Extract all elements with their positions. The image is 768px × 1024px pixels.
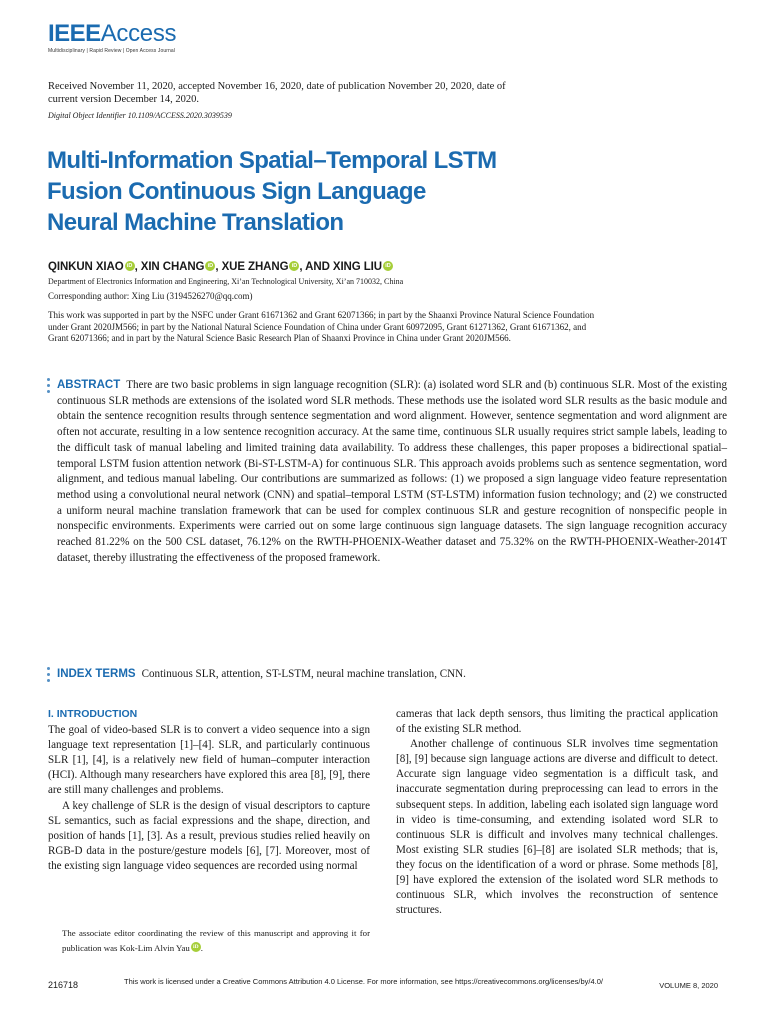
orcid-icon[interactable]: iD xyxy=(289,261,299,271)
intro-paragraph-2: A key challenge of SLR is the design of visual descriptors to capture SL semantics, such as facial expressions and the shape, direction, and position of hands [1], [3]. As a result, previous studies relied heavily on RGB-D data in the posture/gesture models [6], [7]. Moreover, most of the existing sign language video sequences are recorded using normal xyxy=(48,799,370,872)
logo-ieee: IEEE xyxy=(48,20,101,47)
footnote-text: The associate editor coordinating the review of this manuscript and approving it for publication was Kok-Lim Alvin Yau xyxy=(62,928,370,953)
orcid-icon[interactable]: iD xyxy=(205,261,215,271)
logo-access: Access xyxy=(100,20,177,47)
intro-paragraph-1: The goal of video-based SLR is to convert a video sequence into a sign language text representation [1]–[4]. SLR, and particularly continuous SLR [1], [4], is a relatively new field of human–computer interaction (HCI). Although many researchers have explored this area [8], [9], there are still many challenges and problems. xyxy=(48,724,370,797)
author-4: , AND XING LIU xyxy=(299,261,382,273)
license-notice[interactable]: This work is licensed under a Creative Commons Attribution 4.0 License. For more information, see https://creativecommons.org/licenses/by/4.0/ xyxy=(124,977,603,986)
author-1: QINKUN XIAO xyxy=(48,261,124,273)
paper-title xyxy=(47,145,647,238)
volume-label: VOLUME 8, 2020 xyxy=(659,981,718,990)
orcid-icon[interactable]: iD xyxy=(191,942,201,952)
abstract-heading: ABSTRACT xyxy=(57,379,121,391)
editor-footnote: The associate editor coordinating the review of this manuscript and approving it for publication was Kok-Lim Alvin Yau iD . xyxy=(62,928,370,953)
title-line-2: Fusion Continuous Sign Language xyxy=(47,178,426,205)
abstract xyxy=(57,378,727,566)
orcid-icon[interactable]: iD xyxy=(383,261,393,271)
doi: Digital Object Identifier 10.1109/ACCESS.2020.3039539 xyxy=(48,111,232,120)
affiliation: Department of Electronics Information and Engineering, Xi’an Technological University, Xi’an 710032, China xyxy=(48,277,404,286)
section-heading-introduction: I. INTRODUCTION xyxy=(48,708,138,720)
page-number: 216718 xyxy=(48,980,79,990)
title-line-1: Multi-Information Spatial–Temporal LSTM xyxy=(47,147,497,174)
orcid-icon[interactable]: iD xyxy=(125,261,135,271)
index-terms xyxy=(57,667,727,682)
publication-dates: Received November 11, 2020, accepted November 16, 2020, date of publication November 20, 2020, date of current version December 14, 2020. xyxy=(48,81,506,105)
index-terms-marker-icon xyxy=(47,667,51,685)
funding-statement: This work was supported in part by the NSFC under Grant 61671362 and Grant 62071366; in part by the Shaanxi Province Natural Science Foundation under Grant 2020JM566; in part by the National Natural Science Foundation of China under Grant 60972095, Grant 61271362, Grant 61671362, and Grant 62071366; and in part by the Natural Science Basic Research Plan of Shaanxi Province in China under Grant 2020JM566. xyxy=(48,310,595,343)
journal-logo xyxy=(48,22,176,54)
author-3: , XUE ZHANG xyxy=(215,261,289,273)
abstract-text: There are two basic problems in sign language recognition (SLR): (a) isolated word SLR and (b) continuous SLR. Most of the existing continuous SLR methods are extensions of the isolated word SLR methods. These methods use the isolated word SLR results as the basic module and obtain the sentence recognition results through sentence segmentation and word alignment. However, sentence segmentation and word alignment are often not accurate, resulting in a low sentence recognition accuracy. At the same time, continuous SLR usually requires strict sample labels, leading to the difficult task of manual labeling and limited training data availability. To address these challenges, this paper proposes a bidirectional spatial–temporal LSTM fusion attention network (Bi-ST-LSTM-A) for continuous SLR. This approach avoids problems such as sentence segmentation, word alignment, and tedious manual labeling. Our contributions are summarized as follows: (1) we proposed a sign language video feature representation method using a convolutional neural network (CNN) and spatial–temporal LSTM (ST-LSTM) information fusion technology; and (2) we constructed a uniform neural machine translation framework that can be used for complex continuous SLR and gesture recognition of nonspecific people in nonspecific environments. Experiments were carried out on some large continuous sign language datasets. The sign language recognition accuracy reached 81.22% on the 500 CSL dataset, 76.12% on the RWTH-PHOENIX-Weather dataset and 75.32% on the RWTH-PHOENIX-Weather-2014T dataset, thereby illustrating the effectiveness of the proposed framework. xyxy=(57,379,727,564)
intro-paragraph-3: cameras that lack depth sensors, thus limiting the practical application of the existing SLR method. xyxy=(396,708,718,736)
author-list xyxy=(48,261,748,273)
body-column-left xyxy=(48,707,370,874)
author-2: , XIN CHANG xyxy=(134,261,205,273)
title-line-3: Neural Machine Translation xyxy=(47,209,344,236)
body-column-right xyxy=(396,707,718,918)
abstract-marker-icon xyxy=(47,378,51,396)
index-terms-text: Continuous SLR, attention, ST-LSTM, neural machine translation, CNN. xyxy=(141,668,466,680)
corresponding-author: Corresponding author: Xing Liu (3194526270@qq.com) xyxy=(48,291,253,301)
intro-paragraph-4: Another challenge of continuous SLR involves time segmentation [8], [9] because sign language actions are diverse and difficult to detect. Accurate sign language video segmentation is a difficult task, and inaccurate segmentation during preprocessing can lead to errors in the subsequent steps. In addition, labeling each isolated sign language word in video is time-consuming, and extending isolated word SLR to continuous SLR is difficult and involves many technical challenges. Most existing SLR studies [6]–[8] are isolated SLR methods; that is, they focus on the identification of a word or phrase. Some methods [8], [9] have explored the extension of the isolated word SLR methods to continuous SLR, which involves the reconstruction of sentence structures. xyxy=(396,738,718,917)
index-terms-heading: INDEX TERMS xyxy=(57,668,136,680)
logo-tagline: Multidisciplinary | Rapid Review | Open Access Journal xyxy=(48,48,175,54)
